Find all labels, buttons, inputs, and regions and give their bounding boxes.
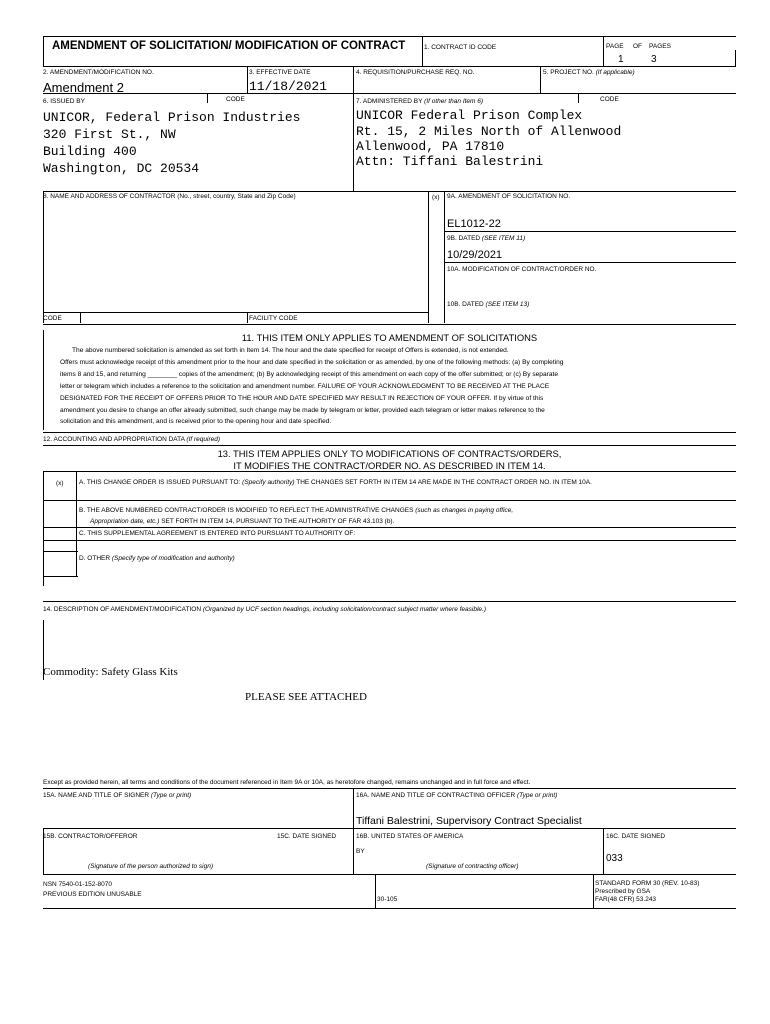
item11-line-3: items 8 and 15, and returning ________ copies of the amendment; (b) By acknowledging receipt of this amendment on each copy of the offer submitted; or (c) By separate xyxy=(60,370,558,378)
pages-value: 3 xyxy=(651,54,657,65)
dated-10b-note: (SEE ITEM 13) xyxy=(485,301,530,308)
item12-label xyxy=(43,436,220,443)
item13-b-note: (such as changes in paying office, xyxy=(415,507,514,514)
administered-by-text: 7. ADMINISTERED BY xyxy=(356,98,423,105)
form-number-center: 30-105 xyxy=(377,896,398,903)
item14-note: (Organized by UCF section headings, including solicitation/contract subject matter where feasible.) xyxy=(202,606,487,613)
page-value: 1 xyxy=(618,54,624,65)
item13-b xyxy=(79,507,513,514)
item13-a-text-2: THE CHANGES SET FORTH IN ITEM 14 ARE MADE IN THE CONTRACT ORDER NO. IN ITEM 10A. xyxy=(296,479,592,486)
item12-text: 12. ACCOUNTING AND APPROPRIATION DATA xyxy=(43,436,185,443)
amendment-no-label: 2. AMENDMENT/MODIFICATION NO. xyxy=(43,69,154,76)
dated-9b-text: 9B. DATED xyxy=(447,235,481,242)
dated-9b-value: 10/29/2021 xyxy=(447,249,503,261)
officer-16a-note: (Type or print) xyxy=(516,792,558,799)
item13-d xyxy=(79,555,235,562)
amendment-no-value: Amendment 2 xyxy=(43,80,124,95)
sig-person-note xyxy=(88,863,213,870)
by-label: BY xyxy=(356,848,365,855)
issued-by-line-4: Washington, DC 20534 xyxy=(43,161,200,176)
standard-form-text: STANDARD FORM 30 (REV. 10-83) xyxy=(595,880,700,887)
administered-line-2: Rt. 15, 2 Miles North of Allenwood xyxy=(356,124,622,139)
commodity-text: Commodity: Safety Glass Kits xyxy=(43,666,178,678)
officer-16a-label xyxy=(356,792,557,799)
amendment-9a-label: 9A. AMENDMENT OF SOLICITATION NO. xyxy=(447,193,571,200)
date-16c-value: 033 xyxy=(606,853,623,864)
item13-heading-1: 13. THIS ITEM APPLIES ONLY TO MODIFICATIONS OF CONTRACTS/ORDERS, xyxy=(217,448,562,459)
form-title: AMENDMENT OF SOLICITATION/ MODIFICATION OF CONTRACT xyxy=(52,40,406,52)
item13-a-text: A. THIS CHANGE ORDER IS ISSUED PURSUANT TO: xyxy=(79,479,241,486)
previous-edition-text: PREVIOUS EDITION UNUSABLE xyxy=(43,891,142,898)
sig-officer-note xyxy=(426,863,519,870)
item11-line-5: DESIGNATED FOR THE RECEIPT OF OFFERS PRIOR TO THE HOUR AND DATE SPECIFIED MAY RESULT IN REJECTION OF YOUR OFFER. If by virtue of this xyxy=(60,394,544,402)
project-no-text: 5. PROJECT NO. xyxy=(543,69,594,76)
item11-line-6: amendment you desire to change an offer already submitted, such change may be made by telegram or letter, provided each telegram or letter makes reference to the xyxy=(60,406,545,414)
item13-b-text-2: SET FORTH IN ITEM 14, PURSUANT TO THE AUTHORITY OF FAR 43.103 (b). xyxy=(161,518,395,525)
item13-c: C. THIS SUPPLEMENTAL AGREEMENT IS ENTERED INTO PURSUANT TO AUTHORITY OF: xyxy=(79,530,356,537)
date-15c-label: 15C. DATE SIGNED xyxy=(277,833,337,840)
item11-line-1: The above numbered solicitation is amended as set forth in Item 14. The hour and the date specified for receipt of Offers is extended, is not extended. xyxy=(72,347,509,354)
facility-code-label: FACILITY CODE xyxy=(249,315,298,322)
item11-heading: 11. THIS ITEM ONLY APPLIES TO AMENDMENT OF SOLICITATIONS xyxy=(241,332,538,343)
signer-15a-label xyxy=(43,792,191,799)
issued-by-code-label: CODE xyxy=(226,96,245,103)
sig-officer-text: (Signature of contracting officer) xyxy=(426,863,519,870)
item14-text: 14. DESCRIPTION OF AMENDMENT/MODIFICATION xyxy=(43,606,202,613)
officer-16a-text: 16A. NAME AND TITLE OF CONTRACTING OFFICER xyxy=(356,792,516,799)
page-label: PAGE xyxy=(606,43,624,50)
except-text: Except as provided herein, all terms and conditions of the document referenced in Item 9A or 10A, as heretofore changed, remains unchanged and in full force and effect. xyxy=(43,779,531,786)
prescribed-text: Prescribed by GSA xyxy=(595,888,651,895)
effective-date-value: 11/18/2021 xyxy=(249,79,328,94)
item11-line-2: Offers must acknowledge receipt of this amendment prior to the hour and date specified in the solicitation or as amended, by one of the following methods: (a) By completing xyxy=(60,358,564,366)
effective-date-label: 3. EFFECTIVE DATE xyxy=(249,69,311,76)
item13-a xyxy=(79,479,592,486)
administered-line-1: UNICOR Federal Prison Complex xyxy=(356,108,583,123)
item13-d-note: (Specify type of modification and authority) xyxy=(111,555,235,562)
item11-line-7: solicitation and this amendment, and is received prior to the opening hour and date specified. xyxy=(60,418,332,426)
dated-9b-note: (SEE ITEM 11) xyxy=(481,235,526,242)
item13-b-text: B. THE ABOVE NUMBERED CONTRACT/ORDER IS MODIFIED TO REFLECT THE ADMINISTRATIVE CHANGES xyxy=(79,507,414,514)
contractor-label: 8. NAME AND ADDRESS OF CONTRACTOR (No., street, country, State and Zip Code) xyxy=(43,193,296,200)
item13-d-text: D. OTHER xyxy=(79,555,111,562)
date-16c-label: 16C. DATE SIGNED xyxy=(606,833,666,840)
issued-by-line-3: Building 400 xyxy=(43,144,137,159)
issued-by-label: 6. ISSUED BY xyxy=(43,98,85,105)
contract-id-label: 1. CONTRACT ID CODE xyxy=(424,44,497,51)
administered-code-label: CODE xyxy=(600,96,619,103)
officer-16a-value: Tiffani Balestrini, Supervisory Contract Specialist xyxy=(356,815,582,827)
x-label-13: (x) xyxy=(56,480,64,487)
administered-line-4: Attn: Tiffani Balestrini xyxy=(356,154,544,169)
contractor-15b-label: 15B. CONTRACTOR/OFFEROR xyxy=(43,833,138,840)
signer-15a-note: (Type or print) xyxy=(150,792,192,799)
requisition-label: 4. REQUISITION/PURCHASE REQ. NO. xyxy=(356,69,475,76)
item11-line-4: letter or telegram which includes a reference to the solicitation and amendment number. FAILURE OF YOUR ACKNOWLEDGMENT TO BE RECEIVED AT THE PLACE xyxy=(60,382,550,390)
project-no-label xyxy=(543,69,635,76)
item14-label xyxy=(43,606,486,613)
nsn-text: NSN 7540-01-152-8070 xyxy=(43,881,113,888)
item13-b-line-2 xyxy=(90,518,394,525)
item13-heading-2: IT MODIFIES THE CONTRACT/ORDER NO. AS DESCRIBED IN ITEM 14. xyxy=(233,460,546,471)
amendment-9a-value: EL1012-22 xyxy=(447,218,501,230)
item12-note: (If required) xyxy=(186,436,221,443)
issued-by-line-2: 320 First St., NW xyxy=(43,127,176,142)
administered-by-label xyxy=(356,98,483,105)
item13-b-note-2: Appropriation date, etc.) xyxy=(90,518,160,525)
administered-line-3: Allenwood, PA 17810 xyxy=(356,139,505,154)
of-label: OF xyxy=(633,43,643,50)
signer-15a-text: 15A. NAME AND TITLE OF SIGNER xyxy=(43,792,150,799)
issued-by-line-1: UNICOR, Federal Prison Industries xyxy=(43,110,301,125)
far-text: FAR(48 CFR) 53.243 xyxy=(595,896,657,903)
contractor-code-label: CODE xyxy=(43,315,62,322)
please-see-attached: PLEASE SEE ATTACHED xyxy=(245,691,367,703)
administered-by-note: (If other than Item 6) xyxy=(424,98,484,105)
sig-person-text: (Signature of the person authorized to sign) xyxy=(88,863,214,870)
dated-10b-text: 10B. DATED xyxy=(447,301,484,308)
item13-a-note: (Specify authority) xyxy=(242,479,295,486)
dated-10b-label xyxy=(447,301,529,308)
project-no-note: (If applicable) xyxy=(595,69,635,76)
x-label-9: (x) xyxy=(432,194,440,201)
modification-10a-label: 10A. MODIFICATION OF CONTRACT/ORDER NO. xyxy=(447,266,597,273)
usa-16b-label: 16B. UNITED STATES OF AMERICA xyxy=(356,833,464,840)
pages-label: PAGES xyxy=(649,43,671,50)
dated-9b-label xyxy=(447,235,525,242)
